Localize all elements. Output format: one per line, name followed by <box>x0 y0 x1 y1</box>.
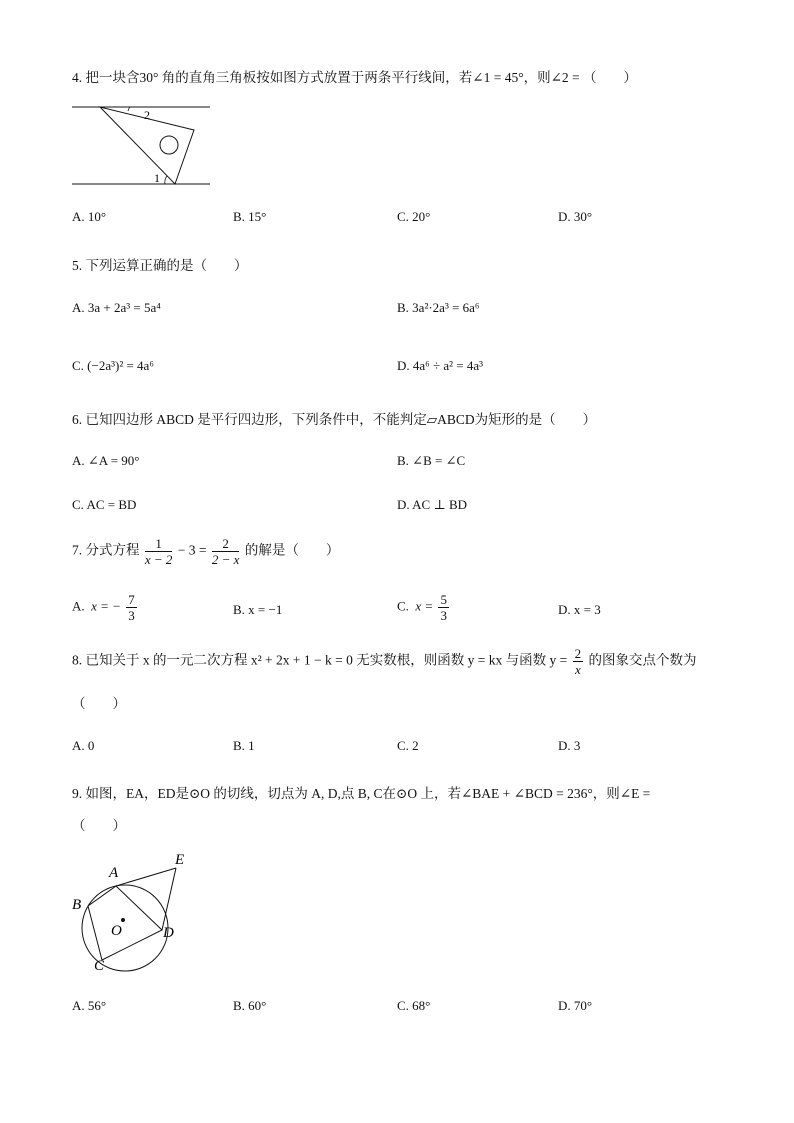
label-c: C <box>94 958 105 974</box>
q5-option-c[interactable]: C. (−2a³)² = 4a⁶ <box>72 358 154 373</box>
q6-stem: 6. 已知四边形 ABCD 是平行四边形，下列条件中，不能判定▱ABCD为矩形的是（ ） <box>72 412 597 427</box>
label-o: O <box>111 923 122 939</box>
q8-fraction-num: 2 <box>574 646 582 661</box>
angle-2-label: 2 <box>144 108 150 122</box>
label-d: D <box>163 925 174 941</box>
q4-figure <box>68 100 214 190</box>
q7-option-a-lhs: x = − <box>91 598 121 614</box>
q4-option-a[interactable]: A. 10° <box>72 209 107 224</box>
q8-stem-part2: 的图象交点个数为 <box>588 652 697 668</box>
label-e: E <box>175 852 185 868</box>
q7-option-a-fraction <box>126 592 137 623</box>
q7-fraction-2 <box>212 536 240 567</box>
q7-option-c[interactable] <box>397 592 451 623</box>
q5-stem: 5. 下列运算正确的是（ ） <box>72 258 248 273</box>
q6-option-a[interactable]: A. ∠A = 90° <box>72 453 140 468</box>
q9-option-d[interactable]: D. 70° <box>558 998 593 1013</box>
q7-option-a-label: A. <box>72 598 85 614</box>
label-b: B <box>72 897 82 913</box>
q9-stem-line2: （ ） <box>72 818 126 833</box>
q9-option-c[interactable]: C. 68° <box>397 998 431 1013</box>
q7-fraction-2-num: 2 <box>212 536 240 552</box>
q6-option-d[interactable]: D. AC ⊥ BD <box>397 497 468 512</box>
q8-stem-part1: 8. 已知关于 x 的一元二次方程 x² + 2x + 1 − k = 0 无实数根，则函数 y = kx 与函数 y = <box>72 652 568 668</box>
q7-option-a-num: 7 <box>128 592 135 607</box>
q7-stem-prefix: 7. 分式方程 <box>72 542 140 558</box>
q4-option-d[interactable]: D. 30° <box>558 209 593 224</box>
q7-stem <box>72 536 339 567</box>
q7-option-c-fraction <box>438 592 449 623</box>
tangent-ea <box>116 868 176 886</box>
q7-fraction-1-num: 1 <box>145 536 173 552</box>
q7-fraction-1 <box>145 536 173 567</box>
q9-figure <box>66 846 196 974</box>
q9-option-b[interactable]: B. 60° <box>233 998 267 1013</box>
q7-option-a-den: 3 <box>128 608 135 623</box>
q8-stem <box>72 646 696 677</box>
q9-stem-line1: 9. 如图，EA，ED是⊙O 的切线，切点为 A, D,点 B, C在⊙O 上，若∠BAE + ∠BCD = 236°，则∠E = <box>72 786 651 801</box>
angle-1-label: 1 <box>154 171 160 185</box>
q7-option-c-den: 3 <box>440 608 447 623</box>
q7-stem-suffix: 的解是（ ） <box>244 542 340 558</box>
q7-stem-mid: − 3 = <box>177 542 207 558</box>
q8-stem-line2: （ ） <box>72 696 126 711</box>
angle-2-arc <box>128 107 130 111</box>
q7-fraction-2-den: 2 − x <box>211 552 240 567</box>
q6-option-c[interactable]: C. AC = BD <box>72 497 137 512</box>
q7-option-a[interactable] <box>72 592 139 623</box>
q8-option-c[interactable]: C. 2 <box>397 738 419 753</box>
q6-option-b[interactable]: B. ∠B = ∠C <box>397 453 466 468</box>
q8-option-b[interactable]: B. 1 <box>233 738 255 753</box>
q7-fraction-1-den: x − 2 <box>144 552 173 567</box>
center-point-o <box>121 918 125 922</box>
q7-option-c-num: 5 <box>440 592 447 607</box>
tangent-ed <box>162 868 176 930</box>
q5-option-b[interactable]: B. 3a²·2a³ = 6a⁶ <box>397 300 480 315</box>
set-square-hole <box>160 136 178 154</box>
q7-option-b[interactable]: B. x = −1 <box>233 602 283 617</box>
q8-option-a[interactable]: A. 0 <box>72 738 95 753</box>
q4-option-b[interactable]: B. 15° <box>233 209 267 224</box>
q7-option-c-lhs: x = <box>415 598 434 614</box>
q7-option-c-label: C. <box>397 598 409 614</box>
q8-fraction-den: x <box>574 662 581 677</box>
q8-fraction <box>573 646 584 677</box>
label-a: A <box>109 865 119 881</box>
q5-option-a[interactable]: A. 3a + 2a³ = 5a⁴ <box>72 300 161 315</box>
q4-stem: 4. 把一块含30° 角的直角三角板按如图方式放置于两条平行线间，若∠1 = 45°，则∠2 = （ ） <box>72 70 638 85</box>
angle-1-arc <box>165 176 167 184</box>
q9-option-a[interactable]: A. 56° <box>72 998 107 1013</box>
quadrilateral-abcd <box>88 886 162 960</box>
q7-option-d[interactable]: D. x = 3 <box>558 602 601 617</box>
q4-option-c[interactable]: C. 20° <box>397 209 431 224</box>
q5-option-d[interactable]: D. 4a⁶ ÷ a² = 4a³ <box>397 358 483 373</box>
q8-option-d[interactable]: D. 3 <box>558 738 581 753</box>
